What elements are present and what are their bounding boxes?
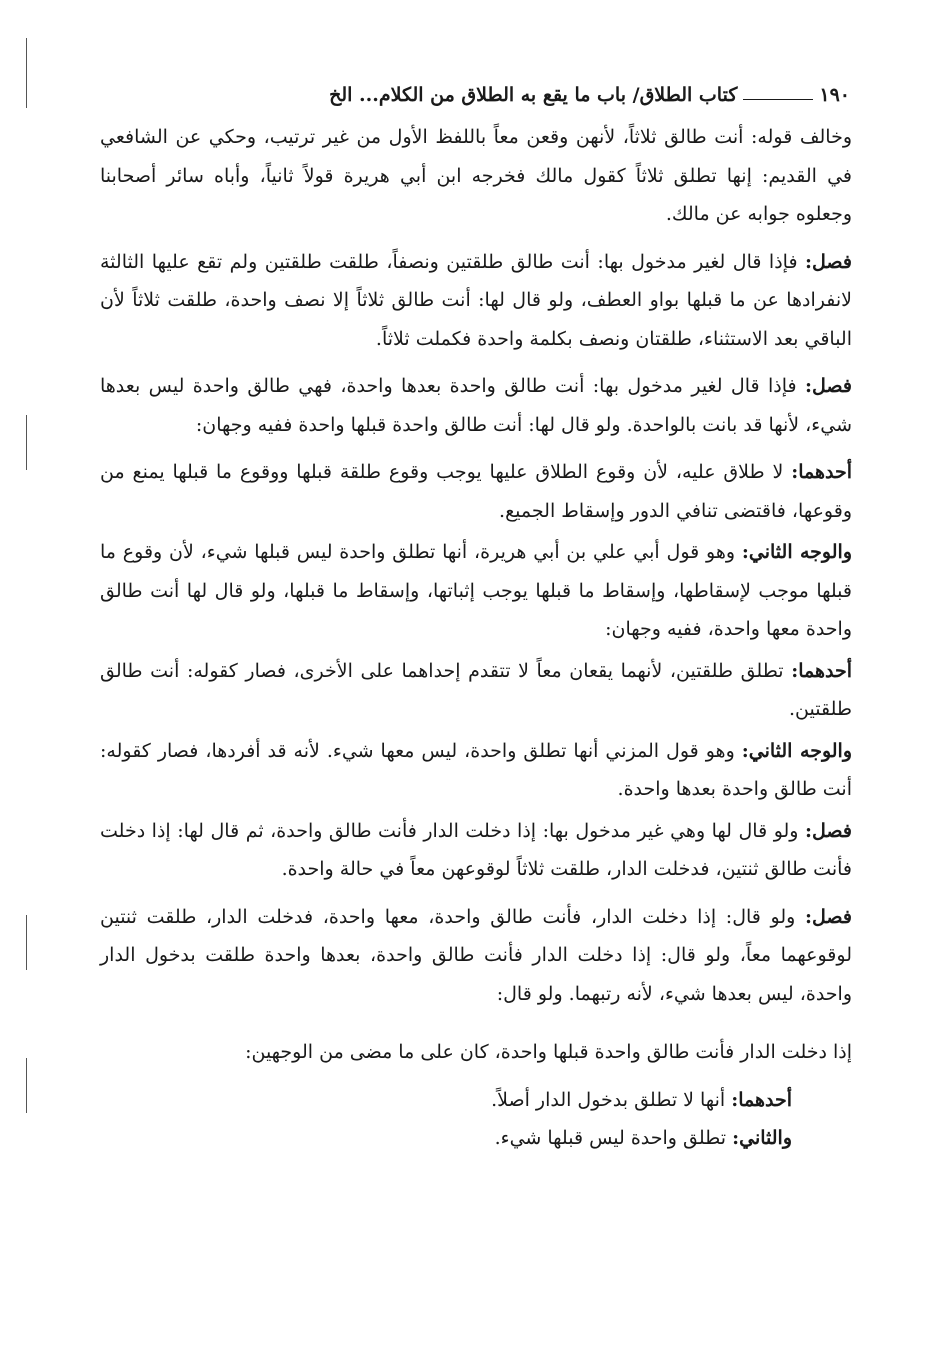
- paragraph: [100, 367, 852, 444]
- margin-mark: [26, 1058, 27, 1113]
- paragraph-text: ولو قال: إذا دخلت الدار، فأنت طالق واحدة، معها واحدة، فدخلت الدار، طلقت ثنتين لوقوعهما معاً، ولو قال: إذا دخلت الدار فأنت طالق واحدة، بعدها واحدة طلقت بدخول الدار واحدة، ليس بعدها شيء، لأنه رتبهما. ولو قال:: [100, 905, 852, 1005]
- paragraph-text: تطلق واحدة ليس قبلها شيء.: [494, 1127, 727, 1149]
- paragraph-keyword: والثاني:: [732, 1127, 792, 1149]
- paragraph: [100, 118, 852, 234]
- paragraph-text: لا طلاق عليه، لأن وقوع الطلاق عليها يوجب وقوع طلقة قبلها ووقوع ما قبلها يمنع من وقوعها، فاقتضى تنافي الدور وإسقاط الجميع.: [100, 461, 852, 522]
- paragraph-text: إذا دخلت الدار فأنت طالق واحدة قبلها واحدة، كان على ما مضى من الوجهين:: [245, 1041, 852, 1063]
- margin-mark: [26, 915, 27, 970]
- page-header: [95, 72, 850, 106]
- paragraph-keyword: أحدهما:: [791, 461, 852, 483]
- page-number: ١٩٠: [819, 84, 850, 106]
- paragraph-text: فإذا قال لغير مدخول بها: أنت طالق طلقتين ونصفاً، طلقت طلقتين ولم تقع عليها الثالثة لانفرادها عن ما قبلها بواو العطف، ولو قال لها: أنت طالق ثلاثاً إلا نصف واحدة، طلقت ثلاثاً لأن الباقي بعد الاستثناء، طلقتان ونصف بكلمة واحدة فكملت ثلاثاً.: [100, 250, 852, 350]
- paragraph-keyword: والوجه الثاني:: [741, 541, 852, 563]
- paragraph-text: فإذا قال لغير مدخول بها: أنت طالق واحدة بعدها واحدة، فهي طالق واحدة ليس بعدها شيء، لأنها قد بانت بالواحدة. ولو قال لها: أنت طالق واحدة قبلها واحدة ففيه وجهان:: [100, 375, 852, 436]
- header-rule: [743, 99, 813, 100]
- paragraph-keyword: فصل:: [805, 819, 852, 842]
- paragraph: [100, 812, 852, 889]
- paragraph-text: أنها لا تطلق بدخول الدار أصلاً.: [491, 1088, 726, 1111]
- paragraph-text: ولو قال لها وهي غير مدخول بها: إذا دخلت الدار فأنت طالق واحدة، ثم قال لها: إذا دخلت فأنت طالق ثنتين، فدخلت الدار، طلقت ثلاثاً لوقوعهن معاً في حالة واحدة.: [100, 819, 852, 880]
- paragraph: [100, 533, 852, 649]
- paragraph-text: وهو قول أبي علي بن أبي هريرة، أنها تطلق واحدة ليس قبلها شيء، لأن وقوع ما قبلها موجب لإسقاطها، وإسقاط ما قبلها يوجب إثباتها، وإسقاط ما قبلها، ولو قال لها أنت طالق واحدة معها واحدة، ففيه وجهان:: [100, 541, 852, 640]
- paragraph: [100, 243, 852, 359]
- paragraph: [100, 1119, 852, 1158]
- margin-mark: [26, 38, 27, 108]
- paragraph-text: وهو قول المزني أنها تطلق واحدة، ليس معها شيء. لأنه قد أفردها، فصار كقوله: أنت طالق واحدة بعدها واحدة.: [100, 739, 852, 800]
- paragraph-keyword: أحدهما:: [731, 1088, 792, 1111]
- paragraph-keyword: أحدهما:: [791, 659, 852, 682]
- paragraph: [100, 1081, 852, 1120]
- paragraph-keyword: فصل:: [805, 250, 852, 273]
- paragraph: [100, 732, 852, 809]
- body-text: [100, 118, 852, 1158]
- paragraph-keyword: فصل:: [805, 905, 852, 928]
- running-title: كتاب الطلاق/ باب ما يقع به الطلاق من الكلام... الخ: [329, 84, 738, 106]
- paragraph: [100, 898, 852, 1014]
- paragraph: [100, 1033, 852, 1072]
- margin-mark: [26, 415, 27, 470]
- paragraph: [100, 652, 852, 729]
- paragraph: [100, 453, 852, 530]
- paragraph-keyword: والوجه الثاني:: [741, 739, 853, 762]
- paragraph-text: وخالف قوله: أنت طالق ثلاثاً، لأنهن وقعن معاً باللفظ الأول من غير ترتيب، وحكي عن الشافعي في القديم: إنها تطلق ثلاثاً كقول مالك فخرجه ابن أبي هريرة قولاً ثانياً، وأباه سائر أصحابنا وجعلوه جوابه عن مالك.: [100, 126, 852, 225]
- paragraph-text: تطلق طلقتين، لأنهما يقعان معاً لا تتقدم إحداهما على الأخرى، فصار كقوله: أنت طالق طلقتين.: [100, 659, 852, 720]
- paragraph-keyword: فصل:: [805, 375, 852, 397]
